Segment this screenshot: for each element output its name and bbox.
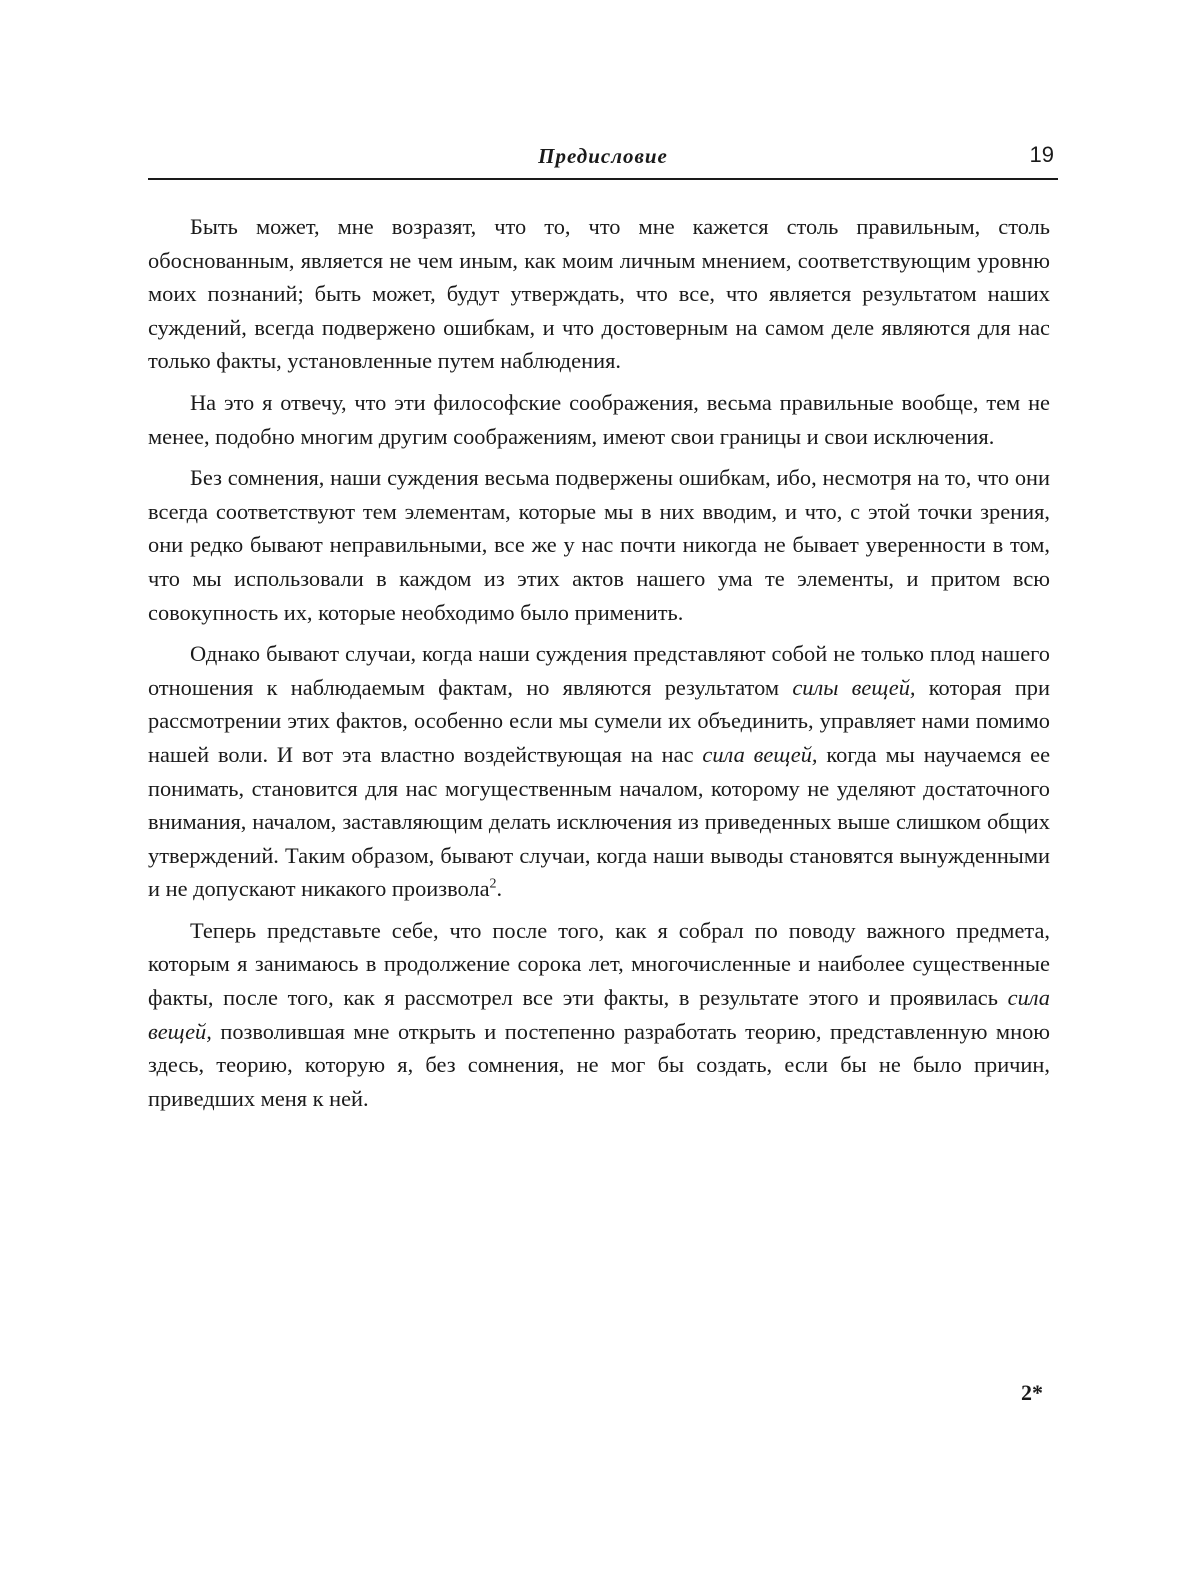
- running-header: [148, 140, 1058, 180]
- emphasis-sila-veshchey-2: сила вещей,: [148, 985, 1050, 1044]
- paragraph-4-text-a: Однако бывают случаи, когда наши суждения представляют собой не только плод нашего отношения к наблюдаемым фактам, но являются результатом: [148, 641, 1050, 700]
- page-number: 19: [1029, 142, 1054, 167]
- signature-mark: 2*: [1021, 1380, 1043, 1405]
- paragraph-4-text-d: .: [496, 876, 503, 902]
- paragraph-5: [148, 914, 1050, 1116]
- footnote-ref-2: 2: [489, 876, 497, 892]
- running-title: Предисловие: [538, 144, 668, 168]
- paragraph-5-text-a: Теперь представьте себе, что после того, как я собрал по поводу важного предмета, которым я занимаюсь в продолжение сорока лет, многочисленные и наиболее существенные факты, после того, как я рассмотрел все эти факты, в результате этого и проявилась: [148, 917, 1050, 1011]
- paragraph-4-text-c: когда мы научаемся ее понимать, становится для нас могущественным началом, которому не уделяют достаточного внимания, началом, заставляющим делать исключения из приведенных выше слишком общих утверждений. Таким образом, бывают случаи, когда наши выводы становятся вынужденными и не допускают никакого произвола: [148, 741, 1051, 902]
- emphasis-sila-veshchey: сила вещей,: [702, 741, 818, 767]
- paragraph-5-text-b: позволившая мне открыть и постепенно разработать теорию, представленную мною здесь, теорию, которую я, без сомнения, не мог бы создать, если бы не было причин, приведших меня к ней.: [148, 1018, 1050, 1111]
- paragraph-3: Без сомнения, наши суждения весьма подвержены ошибкам, ибо, несмотря на то, что они всегда соответствуют тем элементам, которые мы в них вводим, и что, с этой точки зрения, они редко бывают неправильными, все же у нас почти никогда не бывает уверенности в том, что мы использовали в каждом из этих актов нашего ума те элементы, и притом всю совокупность их, которые необходимо было применить.: [148, 465, 1050, 625]
- paragraph-2: На это я отвечу, что эти философские соображения, весьма правильные вообще, тем не менее, подобно многим другим соображениям, имеют свои границы и свои исключения.: [148, 389, 1050, 449]
- paragraph-4-text-b: которая при рассмотрении этих фактов, особенно если мы сумели их объединить, управляет нами помимо нашей воли. И вот эта властно воздействующая на нас: [148, 674, 1050, 767]
- body-text: [148, 210, 1050, 1123]
- emphasis-sily-veshchey: силы вещей,: [792, 674, 916, 700]
- paragraph-4: [148, 637, 1050, 906]
- paragraph-1: Быть может, мне возразят, что то, что мне кажется столь правильным, столь обоснованным, является не чем иным, как моим личным мнением, соответствующим уровню моих познаний; быть может, будут утверждать, что все, что является результатом наших суждений, всегда подвержено ошибкам, и что достоверным на самом деле являются для нас только факты, установленные путем наблюдения.: [148, 214, 1050, 374]
